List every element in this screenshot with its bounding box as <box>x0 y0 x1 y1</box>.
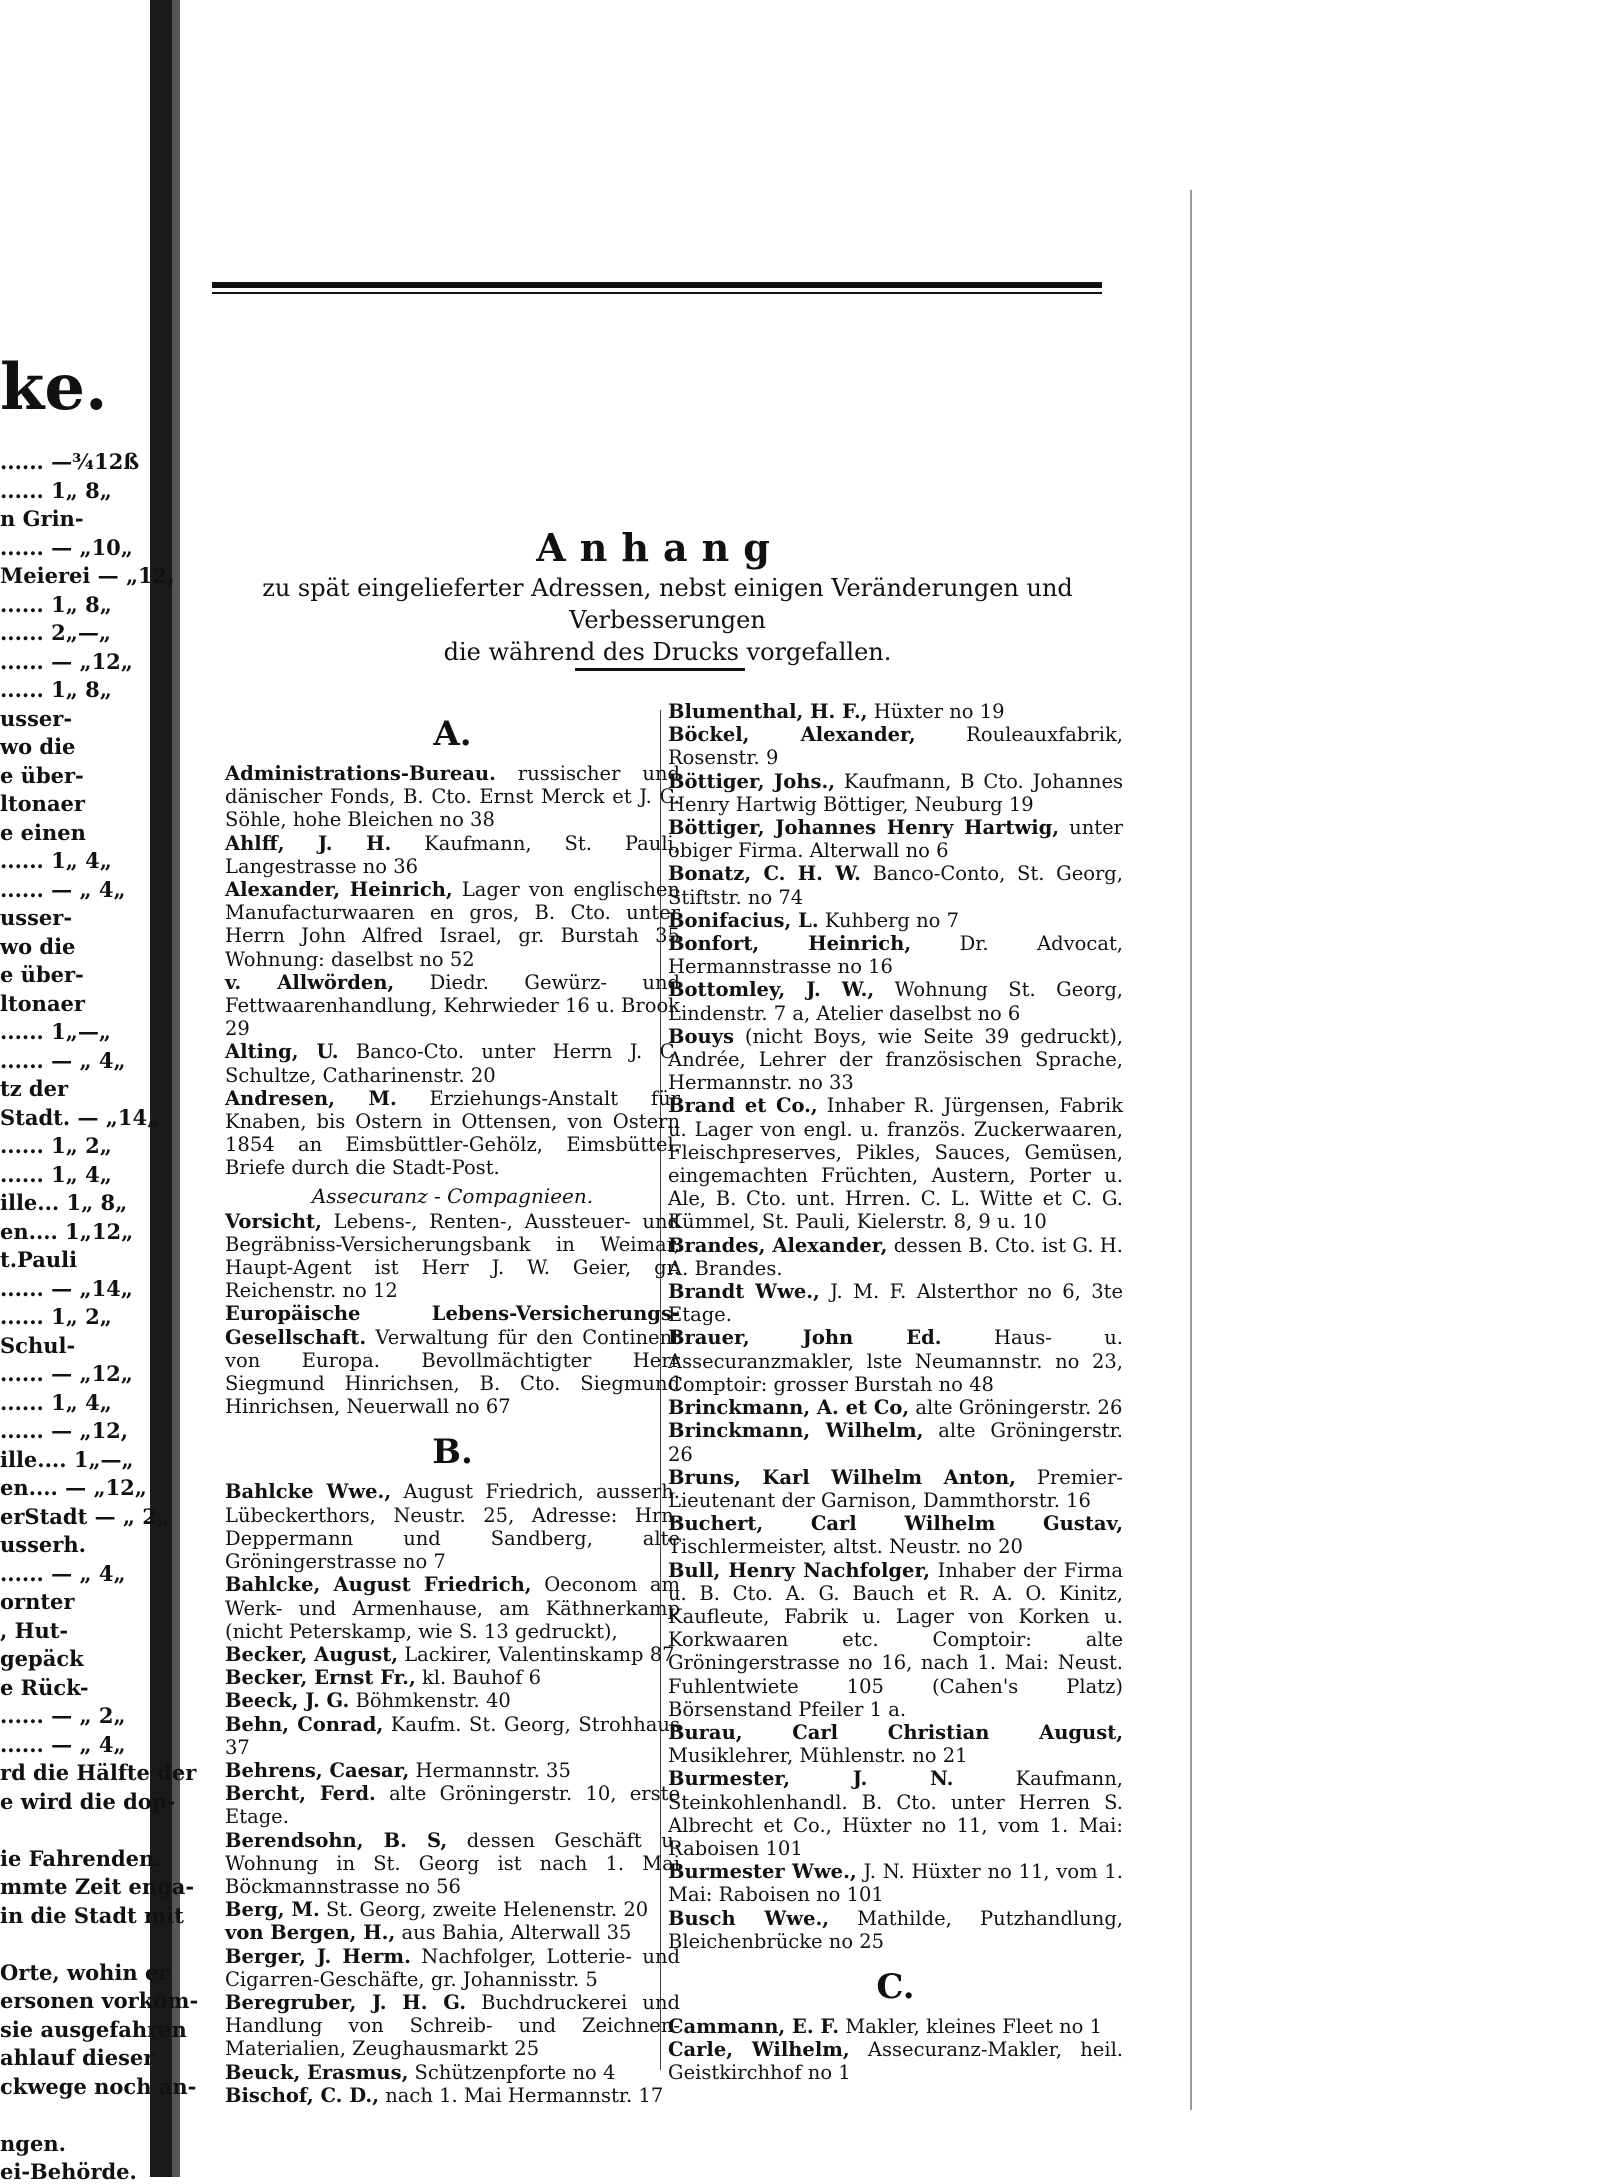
previous-page-line: ...... — „14„ <box>0 1275 133 1301</box>
entries-b-right-list <box>668 700 1123 1953</box>
previous-page-line: ...... — „12„ <box>0 1361 133 1386</box>
entry-name: Berg, M. <box>225 1898 320 1922</box>
address-entry <box>225 2061 680 2084</box>
title-divider <box>575 668 745 671</box>
entry-name: Bonifacius, L. <box>668 908 819 932</box>
entry-details: Lager von englischen Manufacturwaaren en gros, B. Cto. unter Herrn John Alfred Israel, gr. Burstah 35 Wohnung: daselbst no 52 <box>225 878 680 971</box>
entry-details: aus Bahia, Alterwall 35 <box>395 1921 632 1945</box>
address-entry <box>225 1759 680 1782</box>
entries-a-list <box>225 762 680 1180</box>
address-entry <box>225 1087 680 1180</box>
previous-page-line: Orte, wohin er <box>0 1959 170 1985</box>
entry-name: Brandt Wwe., <box>668 1280 820 1304</box>
entry-details: Inhaber R. Jürgensen, Fabrik u. Lager von engl. u. französ. Zuckerwaaren, Fleischpreserves, Pikles, Sauces, Gemüsen, eingemachten Früchten, Austern, Porter u. Ale, B. Cto. unt. Hrren. C. L. Witte et C. G. Kümmel, St. Pauli, Kielerstr. 8, 9 u. 10 <box>668 1094 1123 1234</box>
entry-name: Behn, Conrad, <box>225 1712 384 1736</box>
address-entry <box>225 1689 680 1712</box>
entry-name: Bahlcke Wwe., <box>225 1480 392 1504</box>
entry-name: Beuck, Erasmus, <box>225 2060 409 2084</box>
previous-page-line: ornter <box>0 1589 75 1614</box>
address-entry <box>668 978 1123 1024</box>
entry-details: unter obiger Firma. Alterwall no 6 <box>668 816 1123 863</box>
entry-name: Burau, Carl Christian August, <box>668 1720 1123 1744</box>
entry-details: Oeconom am Werk- und Armenhause, am Käthnerkamp (nicht Peterskamp, wie S. 13 gedruckt), <box>225 1573 680 1643</box>
entry-name: Bonfort, Heinrich, <box>668 932 912 956</box>
entry-name: Berger, J. Herm. <box>225 1944 411 1968</box>
address-entry <box>668 1280 1123 1326</box>
book-spine-shadow <box>172 0 180 2177</box>
address-entry <box>668 1326 1123 1396</box>
previous-page-line: ...... 2„—„ <box>0 620 111 645</box>
address-entry <box>668 1860 1123 1906</box>
entry-details: Kaufmann, Steinkohlenhandl. B. Cto. unter Herren S. Albrecht et Co., Hüxter no 11, vom 1. Mai: Raboisen 101 <box>668 1767 1124 1860</box>
previous-page-line: e einen <box>0 819 86 845</box>
address-entry <box>668 1466 1123 1512</box>
previous-page-fragment <box>0 200 199 2184</box>
entry-name: Vorsicht, <box>225 1209 322 1233</box>
entry-name: Böttiger, Johs., <box>668 769 836 793</box>
entry-details: alte Gröningerstr. 10, erste Etage. <box>225 1782 680 1829</box>
section-heading-b: B. <box>432 1432 473 1473</box>
entry-details: Diedr. Gewürz- und Fettwaarenhandlung, Kehrwieder 16 u. Brook 29 <box>225 970 680 1041</box>
address-entry <box>668 1419 1123 1465</box>
previous-page-line: ltonaer <box>0 791 85 816</box>
entry-details: August Friedrich, ausserh. Lübeckerthors, Neustr. 25, Adresse: Hrn. Deppermann und Sandberg, alte Gröningerstrasse no 7 <box>225 1480 680 1574</box>
previous-page-line: ...... — „12, <box>0 1418 129 1443</box>
previous-page-line: wo die <box>0 933 76 959</box>
entry-name: Buchert, Carl Wilhelm Gustav, <box>668 1512 1123 1536</box>
previous-page-line: usser- <box>0 905 73 930</box>
previous-page-line: e wird die dop- <box>0 1788 176 1814</box>
previous-page-line: ...... 1„ 8„ <box>0 477 112 503</box>
previous-page-line: ie Fahrenden. <box>0 1845 162 1871</box>
entry-details: Lackirer, Valentinskamp 87 <box>398 1642 675 1666</box>
previous-page-line: Schul- <box>0 1332 76 1358</box>
entry-details: Buchdruckerei und Handlung von Schreib- und Zeichnen-Materialien, Zeughausmarkt 25 <box>225 1990 680 2061</box>
address-entry <box>225 1040 680 1086</box>
entry-details: Hüxter no 19 <box>867 700 1005 723</box>
address-entry <box>225 878 680 971</box>
previous-page-line: e Rück- <box>0 1674 89 1700</box>
previous-page-line: ...... 1„ 8„ <box>0 677 112 702</box>
assecuranz-heading: Assecuranz - Compagnieen. <box>311 1183 594 1208</box>
subtitle-line-2: die während des Drucks vorgefallen. <box>443 638 892 666</box>
entry-details: Tischlermeister, altst. Neustr. no 20 <box>668 1535 1023 1559</box>
entry-name: Burmester Wwe., <box>668 1860 857 1884</box>
section-heading-c: C. <box>876 1966 915 2007</box>
page-subtitle <box>215 572 1120 668</box>
entry-name: Bouys <box>668 1024 734 1048</box>
previous-page-line: ltonaer <box>0 990 85 1016</box>
address-entry <box>668 700 1123 723</box>
entry-name: Alexander, Heinrich, <box>225 878 453 902</box>
entry-details: Premier-Lieutenant der Garnison, Dammthorstr. 16 <box>668 1465 1124 1512</box>
previous-page-line: rd die Hälfte der <box>0 1760 197 1785</box>
previous-page-line: usserh. <box>0 1532 86 1557</box>
previous-page-line: ...... 1„ 4„ <box>0 1389 112 1415</box>
address-entry <box>225 1921 680 1944</box>
entry-name: Ahlff, J. H. <box>225 831 392 855</box>
address-entry <box>225 1302 680 1418</box>
previous-page-line: ...... — „ 4„ <box>0 1731 126 1757</box>
entry-name: Bruns, Karl Wilhelm Anton, <box>668 1465 1016 1489</box>
previous-page-line: ille.... 1„—„ <box>0 1446 134 1472</box>
entry-name: Brinckmann, A. et Co, <box>668 1396 910 1420</box>
entry-details: Kuhberg no 7 <box>818 908 960 932</box>
entry-name: Europäische Lebens-Versicherungs-Gesellschaft. <box>225 1302 680 1349</box>
entry-name: von Bergen, H., <box>225 1921 396 1945</box>
entry-name: Busch Wwe., <box>668 1906 830 1930</box>
header-rule-thick <box>212 282 1102 288</box>
entry-name: Bonatz, C. H. W. <box>668 862 861 886</box>
address-entry <box>668 1559 1123 1721</box>
previous-page-line: wo die <box>0 734 76 759</box>
subtitle-line-1: zu spät eingelieferter Adressen, nebst einigen Veränderungen und Verbesserungen <box>262 574 1073 634</box>
entry-details: Banco-Conto, St. Georg, Stiftstr. no 74 <box>668 862 1123 909</box>
previous-page-line: Stadt. — „14„ <box>0 1104 160 1130</box>
entry-name: Blumenthal, H. F., <box>668 700 868 723</box>
entry-details: Erziehungs-Anstalt für Knaben, bis Ostern in Ottensen, von Ostern 1854 an Eimsbüttler-Gehölz, Eimsbüttel. Briefe durch die Stadt-Post. <box>225 1086 680 1180</box>
header-rule-thin <box>212 292 1102 294</box>
address-entry <box>225 1713 680 1759</box>
address-entry <box>668 816 1123 862</box>
previous-page-line: ahlauf dieser <box>0 2045 155 2070</box>
previous-page-line: sie ausgefahren <box>0 2016 187 2042</box>
address-entry <box>668 1094 1123 1233</box>
entry-name: Brauer, John Ed. <box>668 1326 942 1350</box>
address-entry <box>225 1210 680 1303</box>
entry-name: Behrens, Caesar, <box>225 1758 410 1782</box>
previous-page-line: ngen. <box>0 2130 66 2156</box>
entry-details: alte Gröningerstr. 26 <box>909 1396 1123 1420</box>
entry-name: Böckel, Alexander, <box>668 723 916 747</box>
address-entry <box>225 1782 680 1828</box>
entry-details: Dr. Advocat, Hermannstrasse no 16 <box>668 932 1124 979</box>
previous-page-line: ei-Behörde. <box>0 2159 137 2184</box>
address-entry <box>225 762 680 832</box>
entry-details: Verwaltung für den Continent von Europa. Bevollmächtigter Herr Siegmund Hinrichsen, B. Cto. Siegmund Hinrichsen, Neuerwall no 67 <box>225 1325 680 1419</box>
entry-details: Kaufm. St. Georg, Strohhaus 37 <box>225 1712 680 1759</box>
entry-details: Nachfolger, Lotterie- und Cigarren-Geschäfte, gr. Johannisstr. 5 <box>225 1944 681 1991</box>
previous-page-line: ...... 1„ 4„ <box>0 1161 112 1187</box>
entry-details: Lebens-, Renten-, Aussteuer- und Begräbniss-Versicherungsbank in Weimar, Haupt-Agent ist Herr J. W. Geier, gr. Reichenstr. no 12 <box>225 1209 680 1303</box>
previous-page-line: ersonen vorkom- <box>0 1988 199 2013</box>
address-entry <box>225 1573 680 1643</box>
entry-name: Bottomley, J. W., <box>668 978 875 1002</box>
entry-name: Cammann, E. F. <box>668 2014 840 2038</box>
previous-page-line: ...... — „12„ <box>0 648 133 674</box>
previous-page-line: ckwege noch an- <box>0 2073 197 2099</box>
entry-details: dessen Geschäft u. Wohnung in St. Georg ist nach 1. Mai Böckmannstrasse no 56 <box>225 1828 680 1898</box>
previous-page-line: e über- <box>0 762 84 788</box>
entry-name: Bercht, Ferd. <box>225 1782 376 1806</box>
entries-assecuranz-list <box>225 1210 680 1419</box>
entry-details: Mathilde, Putzhandlung, Bleichenbrücke no 25 <box>668 1906 1123 1953</box>
entry-details: Banco-Cto. unter Herrn J. C. Schultze, Catharinenstr. 20 <box>225 1040 680 1087</box>
entry-details: Kaufmann, St. Pauli, Langestrasse no 36 <box>225 831 680 878</box>
address-entry <box>668 1396 1123 1419</box>
left-column <box>225 700 680 2107</box>
address-entry <box>225 1829 680 1899</box>
entry-name: Bull, Henry Nachfolger, <box>668 1558 931 1582</box>
address-entry <box>668 1907 1123 1953</box>
address-entry <box>225 1643 680 1666</box>
entry-details: nach 1. Mai Hermannstr. 17 <box>379 2083 664 2107</box>
entry-details: Inhaber der Firma u. B. Cto. A. G. Bauch et R. A. O. Kinitz, Kaufleute, Fabrik u. Lager von Korken u. Korkwaaren etc. Comptoir: alte Gröningerstrasse no 16, nach 1. Mai: Neust. Fuhlentwiete 105 (Cahen's Platz) Börsenstand Pfeiler 1 a. <box>668 1558 1124 1721</box>
page-title: Anhang <box>536 525 784 570</box>
entry-details: Böhmkenstr. 40 <box>349 1689 511 1713</box>
entry-details: kl. Bauhof 6 <box>415 1666 542 1690</box>
entry-details: dessen B. Cto. ist G. H. A. Brandes. <box>668 1233 1123 1280</box>
address-entry <box>668 1767 1123 1860</box>
previous-page-line: ...... — „ 4„ <box>0 1047 126 1073</box>
previous-page-title: ke. <box>0 350 108 425</box>
address-entry <box>668 1025 1123 1095</box>
right-column <box>668 700 1123 2085</box>
previous-page-line: ...... —¾12ß <box>0 449 140 474</box>
address-entry <box>225 2084 680 2107</box>
address-entry <box>225 832 680 878</box>
entry-name: Brandes, Alexander, <box>668 1233 888 1257</box>
previous-page-line: ...... 1„ 8„ <box>0 591 112 617</box>
previous-page-line: ...... — „ 4„ <box>0 876 126 902</box>
entry-details: Schützenpforte no 4 <box>408 2060 616 2084</box>
address-entry <box>668 909 1123 932</box>
entry-name: Bischof, C. D., <box>225 2083 380 2107</box>
entry-name: v. Allwörden, <box>225 970 395 994</box>
entries-b-left-list <box>225 1480 680 2106</box>
section-heading-a: A. <box>433 714 472 754</box>
entry-details: Assecuranz-Makler, heil. Geistkirchhof no 1 <box>668 2038 1124 2085</box>
previous-page-line: ...... 1„ 2„ <box>0 1133 112 1158</box>
entry-name: Bahlcke, August Friedrich, <box>225 1573 532 1597</box>
previous-page-line: ...... 1„ 2„ <box>0 1304 112 1329</box>
previous-page-line: erStadt — „ 2„ <box>0 1503 169 1529</box>
previous-page-line: ...... — „10„ <box>0 534 133 560</box>
entry-details: Makler, kleines Fleet no 1 <box>839 2014 1102 2038</box>
entry-name: Böttiger, Johannes Henry Hartwig, <box>668 816 1060 840</box>
previous-page-line: en.... — „12„ <box>0 1475 147 1500</box>
address-entry <box>668 932 1123 978</box>
entry-name: Brand et Co., <box>668 1094 818 1118</box>
entry-details: St. Georg, zweite Helenenstr. 20 <box>319 1898 649 1922</box>
entry-name: Administrations-Bureau. <box>225 762 496 785</box>
previous-page-line: usser- <box>0 705 73 731</box>
entry-details: J. M. F. Alsterthor no 6, 3te Etage. <box>668 1280 1124 1327</box>
previous-page-line: Meierei — „12, <box>0 563 175 588</box>
entry-details: alte Gröningerstr. 26 <box>668 1419 1123 1466</box>
previous-page-line: e über- <box>0 962 84 987</box>
entry-name: Burmester, J. N. <box>668 1767 954 1791</box>
address-entry <box>668 2015 1123 2038</box>
address-entry <box>225 1480 680 1573</box>
address-entry <box>225 971 680 1041</box>
entry-name: Berendsohn, B. S, <box>225 1828 448 1852</box>
entry-details: russischer und dänischer Fonds, B. Cto. Ernst Merck et J. C. Söhle, hohe Bleichen no 38 <box>225 762 680 832</box>
address-entry <box>668 2038 1123 2084</box>
address-entry <box>668 1234 1123 1280</box>
previous-page-line: , Hut- <box>0 1617 69 1643</box>
entry-details: Musiklehrer, Mühlenstr. no 21 <box>668 1744 968 1768</box>
previous-page-line: mmte Zeit enga- <box>0 1874 195 1899</box>
previous-page-line: tz der <box>0 1076 69 1101</box>
entry-details: J. N. Hüxter no 11, vom 1. Mai: Raboisen no 101 <box>668 1860 1123 1907</box>
entry-name: Becker, Ernst Fr., <box>225 1666 416 1690</box>
entry-details: Hermannstr. 35 <box>409 1758 571 1782</box>
entry-details: Haus- u. Assecuranzmakler, lste Neumannstr. no 23, Comptoir: grosser Burstah no 48 <box>668 1326 1123 1396</box>
previous-page-line: ...... — „ 2„ <box>0 1703 126 1728</box>
entry-name: Beregruber, J. H. G. <box>225 1990 466 2014</box>
entry-name: Beeck, J. G. <box>225 1689 350 1713</box>
previous-page-line: ...... 1„ 4„ <box>0 848 112 873</box>
previous-page-line: ille... 1„ 8„ <box>0 1190 128 1215</box>
address-entry <box>225 1898 680 1921</box>
entry-name: Becker, August, <box>225 1642 399 1666</box>
address-entry <box>668 723 1123 769</box>
address-entry <box>668 862 1123 908</box>
entry-details: (nicht Boys, wie Seite 39 gedruckt), Andrée, Lehrer der französischen Sprache, Hermannstr. no 33 <box>668 1024 1123 1095</box>
previous-page-line: gepäck <box>0 1646 84 1671</box>
address-entry <box>668 770 1123 816</box>
previous-page-line: t.Pauli <box>0 1247 78 1272</box>
previous-page-line: ...... — „ 4„ <box>0 1560 126 1586</box>
address-entry <box>225 1666 680 1689</box>
entry-name: Alting, U. <box>225 1040 339 1064</box>
address-entry <box>225 1945 680 1991</box>
entry-name: Brinckmann, Wilhelm, <box>668 1419 924 1443</box>
entry-name: Andresen, M. <box>225 1086 397 1110</box>
previous-page-line: in die Stadt mit <box>0 1902 184 1928</box>
address-entry <box>668 1721 1123 1767</box>
previous-page-line: ...... 1„—„ <box>0 1019 111 1044</box>
entry-name: Carle, Wilhelm, <box>668 2038 850 2062</box>
previous-page-line: en.... 1„12„ <box>0 1218 134 1244</box>
address-entry <box>225 1991 680 2061</box>
entry-details: Kaufmann, B Cto. Johannes Henry Hartwig Böttiger, Neuburg 19 <box>668 769 1123 816</box>
entry-details: Wohnung St. Georg, Lindenstr. 7 a, Atelier daselbst no 6 <box>668 978 1124 1025</box>
entry-details: Rouleauxfabrik, Rosenstr. 9 <box>668 723 1123 770</box>
page-edge <box>1190 190 1212 2110</box>
entries-c-list <box>668 2015 1123 2085</box>
address-entry <box>668 1512 1123 1558</box>
previous-page-line: n Grin- <box>0 506 84 531</box>
